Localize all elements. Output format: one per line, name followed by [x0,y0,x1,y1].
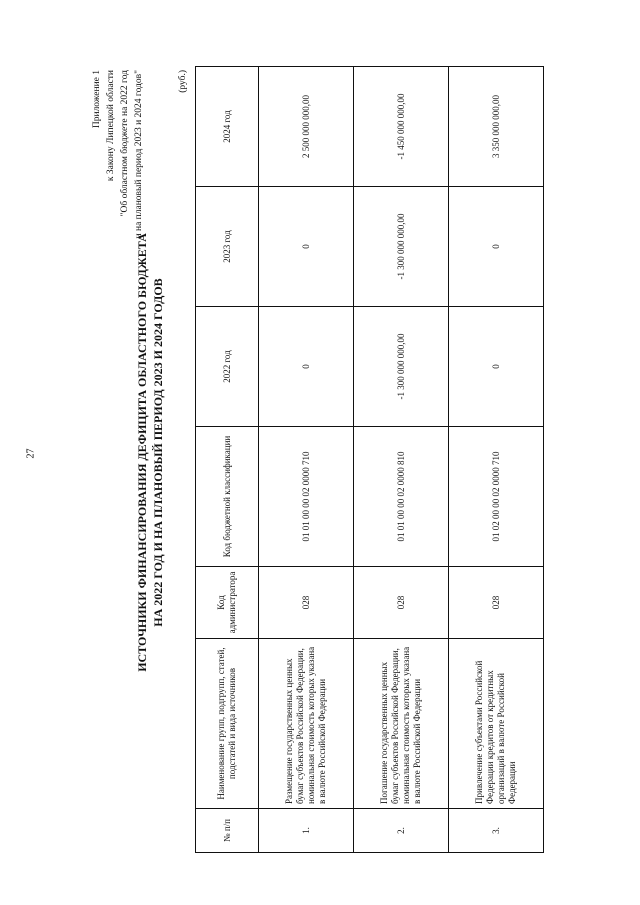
cell-kbk: 01 02 00 00 02 0000 710 [449,427,544,567]
header-num: № п/п [196,809,259,853]
cell-2023: 0 [449,187,544,307]
header-2022: 2022 год [196,307,259,427]
cell-admin: 028 [354,567,449,639]
appendix-line: к Закону Липецкой области [106,70,116,182]
table-row [354,67,449,853]
header-kbk: Код бюджетной классификации [196,427,259,567]
header-2024: 2024 год [196,67,259,187]
table-header-row [196,67,259,853]
cell-2023: -1 300 000 000,00 [354,187,449,307]
cell-name: Погашение государственных ценных бумаг субъектов Российской Федерации, номинальная стоимость которых указана в валюте Российской Федерации [354,639,449,809]
cell-num: 3. [449,809,544,853]
cell-2024: 3 350 000 000,00 [449,67,544,187]
appendix-line: Приложение 1 [92,70,102,129]
page-number: 27 [25,448,37,459]
cell-admin: 028 [259,567,354,639]
cell-2024: -1 450 000 000,00 [354,67,449,187]
cell-2022: 0 [259,307,354,427]
document-title [134,0,166,905]
cell-admin: 028 [449,567,544,639]
header-admin: Код администратора [196,567,259,639]
financing-sources-table [195,66,544,853]
cell-num: 1. [259,809,354,853]
header-2023: 2023 год [196,187,259,307]
cell-name: Привлечение субъектами Российской Федерации кредитов от кредитных организаций в валюте Российской Федерации [449,639,544,809]
cell-2023: 0 [259,187,354,307]
table-row [259,67,354,853]
cell-kbk: 01 01 00 00 02 0000 710 [259,427,354,567]
table-row [449,67,544,853]
appendix-line: "Об областном бюджете на 2022 год [120,70,130,217]
cell-name: Размещение государственных ценных бумаг субъектов Российской Федерации, номинальная стоимость которых указана в валюте Российской Федерации [259,639,354,809]
title-line: ИСТОЧНИКИ ФИНАНСИРОВАНИЯ ДЕФИЦИТА ОБЛАСТНОГО БЮДЖЕТА [135,233,149,672]
cell-2024: 2 500 000 000,00 [259,67,354,187]
cell-num: 2. [354,809,449,853]
cell-2022: -1 300 000 000,00 [354,307,449,427]
cell-2022: 0 [449,307,544,427]
title-line: НА 2022 ГОД И НА ПЛАНОВЫЙ ПЕРИОД 2023 И 2024 ГОДОВ [151,278,165,627]
cell-kbk: 01 01 00 00 02 0000 810 [354,427,449,567]
header-name: Наименование групп, подгрупп, статей, подстатей и вида источников [196,639,259,809]
appendix-line: и на плановый период 2023 и 2024 годов" [134,70,144,239]
unit-label: (руб.) [178,70,188,93]
